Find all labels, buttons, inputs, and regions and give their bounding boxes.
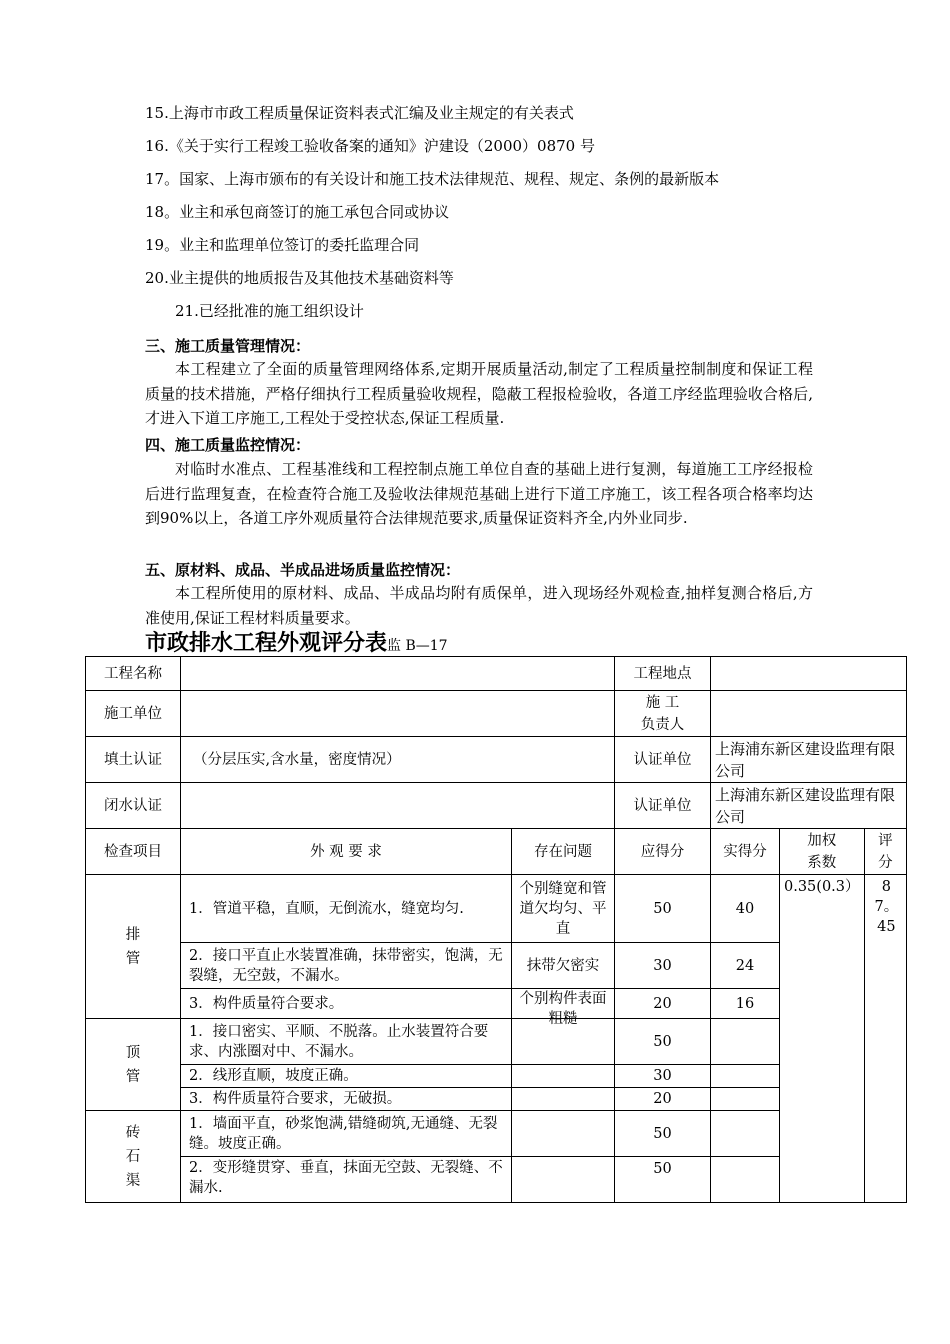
requirement-cell: 2．线形直顺，坡度正确。 (181, 1065, 512, 1088)
basis-item-16: 16.《关于实行工程竣工验收备案的通知》沪建设（2000）0870 号 (145, 137, 595, 155)
score-max-cell: 50 (615, 1111, 711, 1157)
header-score-actual: 实得分 (711, 829, 780, 875)
value-cert-unit: 上海浦东新区建设监理有限公司 (711, 737, 907, 783)
requirement-cell: 1．墙面平直，砂浆饱满,错缝砌筑,无通缝、无裂缝。坡度正确。 (181, 1111, 512, 1157)
value-project-name (181, 657, 615, 691)
score-actual-cell (711, 1019, 780, 1065)
label-cert-unit-2: 认证单位 (615, 783, 711, 829)
label-contractor: 施工单位 (86, 691, 181, 737)
group-name-masonry: 砖 石 渠 (86, 1111, 181, 1203)
value-cert-unit-2: 上海浦东新区建设监理有限公司 (711, 783, 907, 829)
header-requirement: 外 观 要 求 (181, 829, 512, 875)
problem-cell (512, 1065, 615, 1088)
section-body-quality-management: 本工程建立了全面的质量管理网络体系,定期开展质量活动,制定了工程质量控制制度和保证工程质量的技术措施，严格仔细执行工程质量验收规程，隐蔽工程报检验收，各道工序经监理验收合格后,才进入下道工序施工,工程处于受控状态,保证工程质量. (145, 360, 813, 427)
weight-value: 0.35(0.3） (780, 875, 865, 1203)
problem-cell (512, 1157, 615, 1203)
basis-item-20: 20.业主提供的地质报告及其他技术基础资料等 (145, 269, 454, 287)
value-project-location (711, 657, 907, 691)
problem-cell (512, 989, 615, 1027)
basis-item-18: 18。业主和承包商签订的施工承包合同或协议 (145, 203, 450, 221)
header-item: 检查项目 (86, 829, 181, 875)
label-closed-water-cert: 闭水认证 (86, 783, 181, 829)
value-contractor (181, 691, 615, 737)
score-max-cell: 30 (615, 943, 711, 989)
section-body-materials: 本工程所使用的原材料、成品、半成品均附有质保单，进入现场经外观检查,抽样复测合格后,方准使用,保证工程材料质量要求。 (145, 584, 813, 627)
basis-item-19: 19。业主和监理单位签订的委托监理合同 (145, 236, 420, 254)
appearance-score-table (85, 656, 907, 1203)
header-weight: 加权 系数 (780, 829, 865, 875)
form-title (145, 626, 448, 657)
header-score-max: 应得分 (615, 829, 711, 875)
header-problem: 存在问题 (512, 829, 615, 875)
basis-item-21: 21.已经批准的施工组织设计 (175, 302, 364, 320)
section-body-quality-monitoring: 对临时水准点、工程基准线和工程控制点施工单位自查的基础上进行复测，每道施工工序经报检后进行监理复查，在检查符合施工及验收法律规范基础上进行下道工序施工，该工程各项合格率均达到90%以上，各道工序外观质量符合法律规范要求,质量保证资料齐全,内外业同步. (145, 460, 813, 527)
value-closed-water-cert (181, 783, 615, 829)
basis-item-15: 15.上海市市政工程质量保证资料表式汇编及业主规定的有关表式 (145, 104, 574, 122)
score-actual-cell: 40 (711, 875, 780, 943)
requirement-cell: 3．构件质量符合要求，无破损。 (181, 1088, 512, 1111)
section-heading-materials: 五、原材料、成品、半成品进场质量监控情况： (145, 561, 461, 579)
score-actual-cell (711, 1088, 780, 1111)
score-max-cell: 30 (615, 1065, 711, 1088)
requirement-cell: 1．管道平稳，直顺，无倒流水，缝宽均匀. (181, 875, 512, 943)
requirement-cell: 1．接口密实、平顺、不脱落。止水装置符合要求、内涨圈对中、不漏水。 (181, 1019, 512, 1065)
requirement-cell: 2．变形缝贯穿、垂直，抹面无空鼓、无裂缝、不漏水. (181, 1157, 512, 1203)
form-code: 监 B—17 (387, 638, 448, 654)
problem-cell: 个别缝宽和管道欠均匀、平直 (512, 875, 615, 943)
label-project-location: 工程地点 (615, 657, 711, 691)
label-project-name: 工程名称 (86, 657, 181, 691)
score-max-cell: 50 (615, 875, 711, 943)
rating-value: 87。45 (864, 875, 907, 1203)
label-cert-unit: 认证单位 (615, 737, 711, 783)
section-heading-quality-monitoring: 四、施工质量监控情况： (145, 436, 311, 454)
table-row (86, 875, 907, 943)
problem-cell: 抹带欠密实 (512, 943, 615, 989)
form-title-text: 市政排水工程外观评分表 (145, 631, 388, 656)
basis-item-17: 17。国家、上海市颁布的有关设计和施工技术法律规范、规程、规定、条例的最新版本 (145, 170, 720, 188)
score-max-cell: 20 (615, 1088, 711, 1111)
problem-text: 个别构件表面粗糙 (519, 991, 607, 1027)
score-actual-cell (711, 1157, 780, 1203)
header-rating: 评 分 (864, 829, 907, 875)
group-name-jacking: 顶 管 (86, 1019, 181, 1111)
score-actual-cell: 16 (711, 989, 780, 1019)
score-actual-cell (711, 1111, 780, 1157)
group-name-pipe: 排 管 (86, 875, 181, 1019)
score-max-cell: 20 (615, 989, 711, 1019)
section-heading-quality-management: 三、施工质量管理情况： (145, 337, 311, 355)
problem-cell (512, 1111, 615, 1157)
problem-cell (512, 1088, 615, 1111)
score-actual-cell: 24 (711, 943, 780, 989)
score-max-cell: 50 (615, 1157, 711, 1203)
score-max-cell: 50 (615, 1019, 711, 1065)
requirement-cell: 3．构件质量符合要求。 (181, 989, 512, 1019)
label-fill-cert: 填土认证 (86, 737, 181, 783)
value-fill-cert: （分层压实,含水量，密度情况） (181, 737, 615, 783)
label-site-manager: 施 工 负责人 (615, 691, 711, 737)
value-site-manager (711, 691, 907, 737)
score-actual-cell (711, 1065, 780, 1088)
requirement-cell: 2．接口平直止水装置准确，抹带密实，饱满，无裂缝，无空鼓，不漏水。 (181, 943, 512, 989)
